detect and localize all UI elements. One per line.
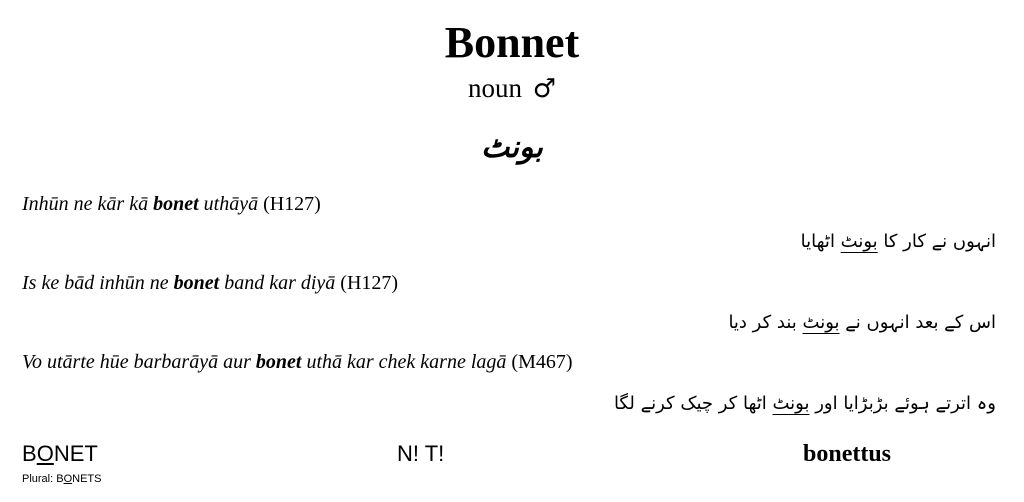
example-urdu-keyword: بونٹ: [772, 393, 810, 414]
example-urdu: [614, 392, 996, 416]
example-reference: (H127): [263, 193, 321, 215]
example-urdu: [728, 311, 996, 335]
example-urdu-text: وہ اترتے ہوئے بڑبڑایا اور: [809, 393, 996, 414]
example-urdu-text: اٹھا کر چیک کرنے لگا: [613, 393, 773, 414]
pronunciation-word: [22, 441, 98, 467]
example-text: band kar diyā: [219, 272, 341, 294]
part-of-speech: noun: [467, 73, 522, 103]
example-urdu-text: اٹھایا: [800, 231, 841, 252]
latin-word: bonettus: [803, 441, 892, 467]
urdu-headword: بونٹ: [481, 130, 543, 165]
nt-code: N! T!: [397, 441, 445, 466]
example-reference: (M467): [511, 351, 573, 373]
part-of-speech-line: [0, 72, 1024, 105]
example-urdu-keyword: بونٹ: [802, 312, 840, 333]
example-keyword: bonet: [255, 351, 302, 373]
pronunciation-letter: NET: [53, 441, 98, 466]
example-roman: [22, 350, 573, 374]
example-urdu-keyword: بونٹ: [840, 231, 878, 252]
male-gender-icon: ♂: [532, 74, 557, 104]
example-urdu: [801, 230, 996, 254]
example-urdu-text: اس کے بعد انہوں نے: [839, 312, 996, 333]
example-roman: [22, 192, 321, 216]
example-keyword: bonet: [173, 272, 220, 294]
headword: Bonnet: [444, 18, 580, 67]
plural-letter: NETS: [72, 473, 102, 485]
example-text: uthāyā: [198, 193, 264, 215]
plural-stressed-letter: O: [63, 473, 73, 485]
plural-letter: B: [56, 473, 64, 485]
stressed-letter: O: [36, 441, 54, 466]
example-roman: [22, 271, 398, 295]
example-text: Is ke bād inhūn ne: [22, 272, 174, 294]
example-urdu-text: بند کر دیا: [728, 312, 803, 333]
example-text: Inhūn ne kār kā: [22, 193, 154, 215]
plural-line: [22, 472, 102, 486]
example-urdu-text: انہوں نے کار کا: [877, 231, 996, 252]
example-text: uthā kar chek karne lagā: [301, 351, 512, 373]
plural-label: Plural:: [22, 473, 57, 485]
example-reference: (H127): [340, 272, 399, 294]
pronunciation-letter: B: [22, 441, 37, 466]
example-keyword: bonet: [153, 193, 199, 215]
example-text: Vo utārte hūe barbarāyā aur: [22, 351, 256, 373]
